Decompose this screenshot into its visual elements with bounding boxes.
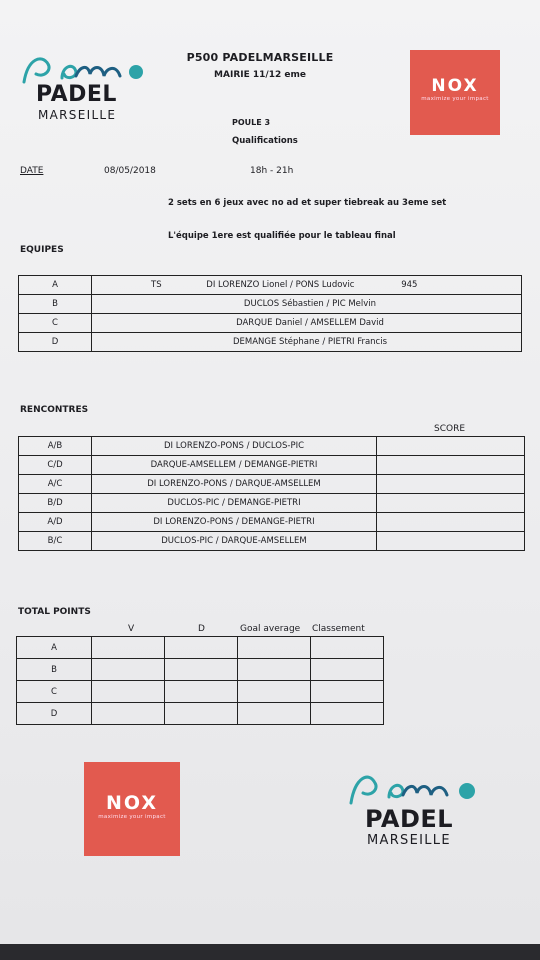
team-players: DUCLOS Sébastien / PIC Melvin — [92, 295, 522, 314]
points-row — [17, 659, 384, 681]
total-points-table — [16, 636, 384, 725]
padel-marseille-logo — [18, 48, 158, 128]
marseille-wordmark: MARSEILLE — [367, 833, 451, 848]
team-letter: B — [19, 295, 92, 314]
match-score — [377, 456, 525, 475]
points-cell — [238, 703, 311, 725]
padel-wordmark: PADEL — [36, 82, 117, 107]
points-cell — [311, 659, 384, 681]
points-cell — [311, 681, 384, 703]
col-victories: V — [128, 624, 135, 634]
match-row — [19, 513, 525, 532]
points-cell — [165, 703, 238, 725]
bottom-edge — [0, 944, 540, 960]
match-row — [19, 437, 525, 456]
poule-label: POULE 3 — [232, 118, 271, 127]
points-row — [17, 681, 384, 703]
team-info — [92, 276, 522, 295]
match-teams: DI LORENZO-PONS / DEMANGE-PIETRI — [92, 513, 377, 532]
match-score — [377, 494, 525, 513]
points-cell — [311, 703, 384, 725]
team-row — [19, 314, 522, 333]
team-players: DARQUE Daniel / AMSELLEM David — [92, 314, 522, 333]
points-cell — [92, 637, 165, 659]
points-row — [17, 637, 384, 659]
team-players: DEMANGE Stéphane / PIETRI Francis — [92, 333, 522, 352]
match-row — [19, 456, 525, 475]
total-points-title: TOTAL POINTS — [18, 607, 91, 617]
nox-logo-bottom — [84, 762, 180, 856]
equipes-title: EQUIPES — [20, 245, 64, 255]
points-cell — [92, 703, 165, 725]
col-classement: Classement — [312, 624, 365, 634]
nox-wordmark: NOX — [105, 792, 159, 814]
nox-wordmark: NOX — [431, 76, 479, 96]
nox-logo — [410, 50, 500, 135]
match-score — [377, 475, 525, 494]
points-cell — [92, 659, 165, 681]
team-row — [19, 295, 522, 314]
points-cell — [165, 681, 238, 703]
rencontres-title: RENCONTRES — [20, 405, 89, 415]
col-defeats: D — [198, 624, 205, 634]
match-score — [377, 532, 525, 551]
phase-label: Qualifications — [232, 136, 298, 146]
points-cell — [238, 637, 311, 659]
match-teams: DUCLOS-PIC / DEMANGE-PIETRI — [92, 494, 377, 513]
points-cell — [165, 637, 238, 659]
match-score — [377, 437, 525, 456]
venue-subtitle: MAIRIE 11/12 eme — [214, 70, 306, 80]
marseille-wordmark: MARSEILLE — [38, 108, 117, 122]
points-cell — [311, 637, 384, 659]
qualification-rule: L'équipe 1ere est qualifiée pour le tableau final — [168, 231, 396, 241]
match-code: A/D — [19, 513, 92, 532]
match-code: C/D — [19, 456, 92, 475]
time-value: 18h - 21h — [250, 166, 294, 176]
team-row — [19, 333, 522, 352]
points-row — [17, 703, 384, 725]
match-teams: DARQUE-AMSELLEM / DEMANGE-PIETRI — [92, 456, 377, 475]
score-header: SCORE — [434, 424, 466, 434]
points-team: C — [17, 681, 92, 703]
match-row — [19, 475, 525, 494]
team-letter: C — [19, 314, 92, 333]
points-team: A — [17, 637, 92, 659]
team-seed: TS — [151, 280, 162, 290]
match-teams: DI LORENZO-PONS / DUCLOS-PIC — [92, 437, 377, 456]
col-goal-average: Goal average — [240, 624, 301, 634]
points-team: D — [17, 703, 92, 725]
points-team: B — [17, 659, 92, 681]
match-row — [19, 532, 525, 551]
points-cell — [238, 681, 311, 703]
match-code: A/B — [19, 437, 92, 456]
pmo-script-logo — [345, 765, 490, 809]
match-teams: DUCLOS-PIC / DARQUE-AMSELLEM — [92, 532, 377, 551]
team-players: DI LORENZO Lionel / PONS Ludovic — [206, 280, 355, 290]
team-letter: D — [19, 333, 92, 352]
padel-marseille-logo-bottom — [345, 765, 490, 855]
team-letter: A — [19, 276, 92, 295]
points-cell — [238, 659, 311, 681]
nox-tagline: maximize your impact — [421, 96, 489, 102]
team-points: 945 — [401, 280, 418, 290]
match-code: B/C — [19, 532, 92, 551]
team-row — [19, 276, 522, 295]
points-cell — [165, 659, 238, 681]
match-row — [19, 494, 525, 513]
date-value: 08/05/2018 — [104, 166, 156, 176]
match-code: A/C — [19, 475, 92, 494]
tournament-title: P500 PADELMARSEILLE — [186, 51, 334, 64]
nox-tagline: maximize your impact — [98, 814, 166, 820]
match-code: B/D — [19, 494, 92, 513]
match-format-rule: 2 sets en 6 jeux avec no ad et super tiebreak au 3eme set — [168, 198, 447, 208]
padel-wordmark: PADEL — [365, 805, 454, 833]
points-cell — [92, 681, 165, 703]
rencontres-table — [18, 436, 525, 551]
date-label: DATE — [20, 166, 44, 176]
match-score — [377, 513, 525, 532]
match-teams: DI LORENZO-PONS / DARQUE-AMSELLEM — [92, 475, 377, 494]
equipes-table — [18, 275, 522, 352]
